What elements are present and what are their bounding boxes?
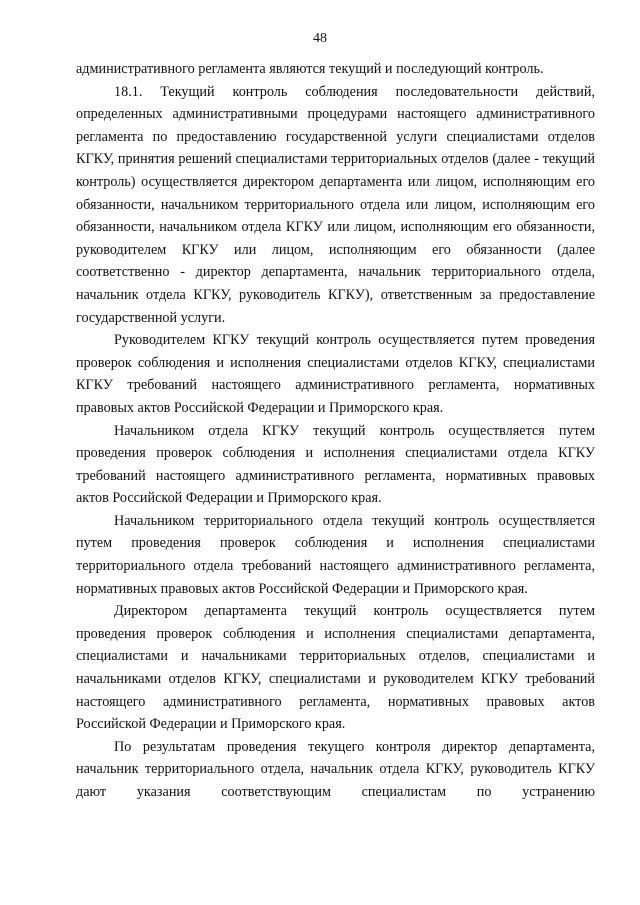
paragraph-department-director-control: Директором департамента текущий контроль осуществляется путем проведения проверок соблюдения и исполнения специалистами департамента, специалистами и начальниками территориальных отделов, специалистами и начальниками отделов КГКУ, специалистами и руководителем КГКУ требований настоящего административного регламента, нормативных правовых актов Российской Федерации и Приморского края. [76, 603, 595, 733]
paragraph-kgku-department-head-control: Начальником отдела КГКУ текущий контроль осуществляется путем проведения проверок соблюдения и исполнения специалистами отдела КГКУ требований настоящего административного регламента, нормативных правовых актов Российской Федерации и Приморского края. [76, 422, 595, 507]
paragraph-18-1: 18.1. Текущий контроль соблюдения последовательности действий, определенных административными процедурами настоящего административного регламента по предоставлению государственной услуги специалистами отделов КГКУ, принятия решений специалистами территориальных отделов (далее - текущий контроль) осуществляется директором департамента или лицом, исполняющим его обязанности, начальником территориального отдела или лицом, исполняющим его обязанности, начальником отдела КГКУ или лицом, исполняющим его обязанности, руководителем КГКУ или лицом, исполняющим его обязанности (далее соответственно - директор департамента, начальник территориального отдела, начальник отдела КГКУ, руководитель КГКУ), ответственным за предоставление государственной услуги. [76, 83, 595, 326]
page-number: 48 [313, 31, 327, 46]
paragraph-results-instructions: По результатам проведения текущего контроля директор департамента, начальник территориального отдела, начальник отдела КГКУ, руководитель КГКУ дают указания соответствующим специалистам по устранению [76, 738, 595, 800]
paragraph-continuation: административного регламента являются текущий и последующий контроль. [76, 61, 544, 77]
paragraph-territorial-head-control: Начальником территориального отдела текущий контроль осуществляется путем проведения проверок соблюдения и исполнения специалистами территориального отдела требований настоящего административного регламента, нормативных правовых актов Российской Федерации и Приморского края. [76, 512, 595, 597]
paragraph-kgku-director-control: Руководителем КГКУ текущий контроль осуществляется путем проведения проверок соблюдения и исполнения специалистами отделов КГКУ, специалистами КГКУ требований настоящего административного регламента, нормативных правовых актов Российской Федерации и Приморского края. [76, 332, 595, 416]
document-body [76, 58, 595, 804]
